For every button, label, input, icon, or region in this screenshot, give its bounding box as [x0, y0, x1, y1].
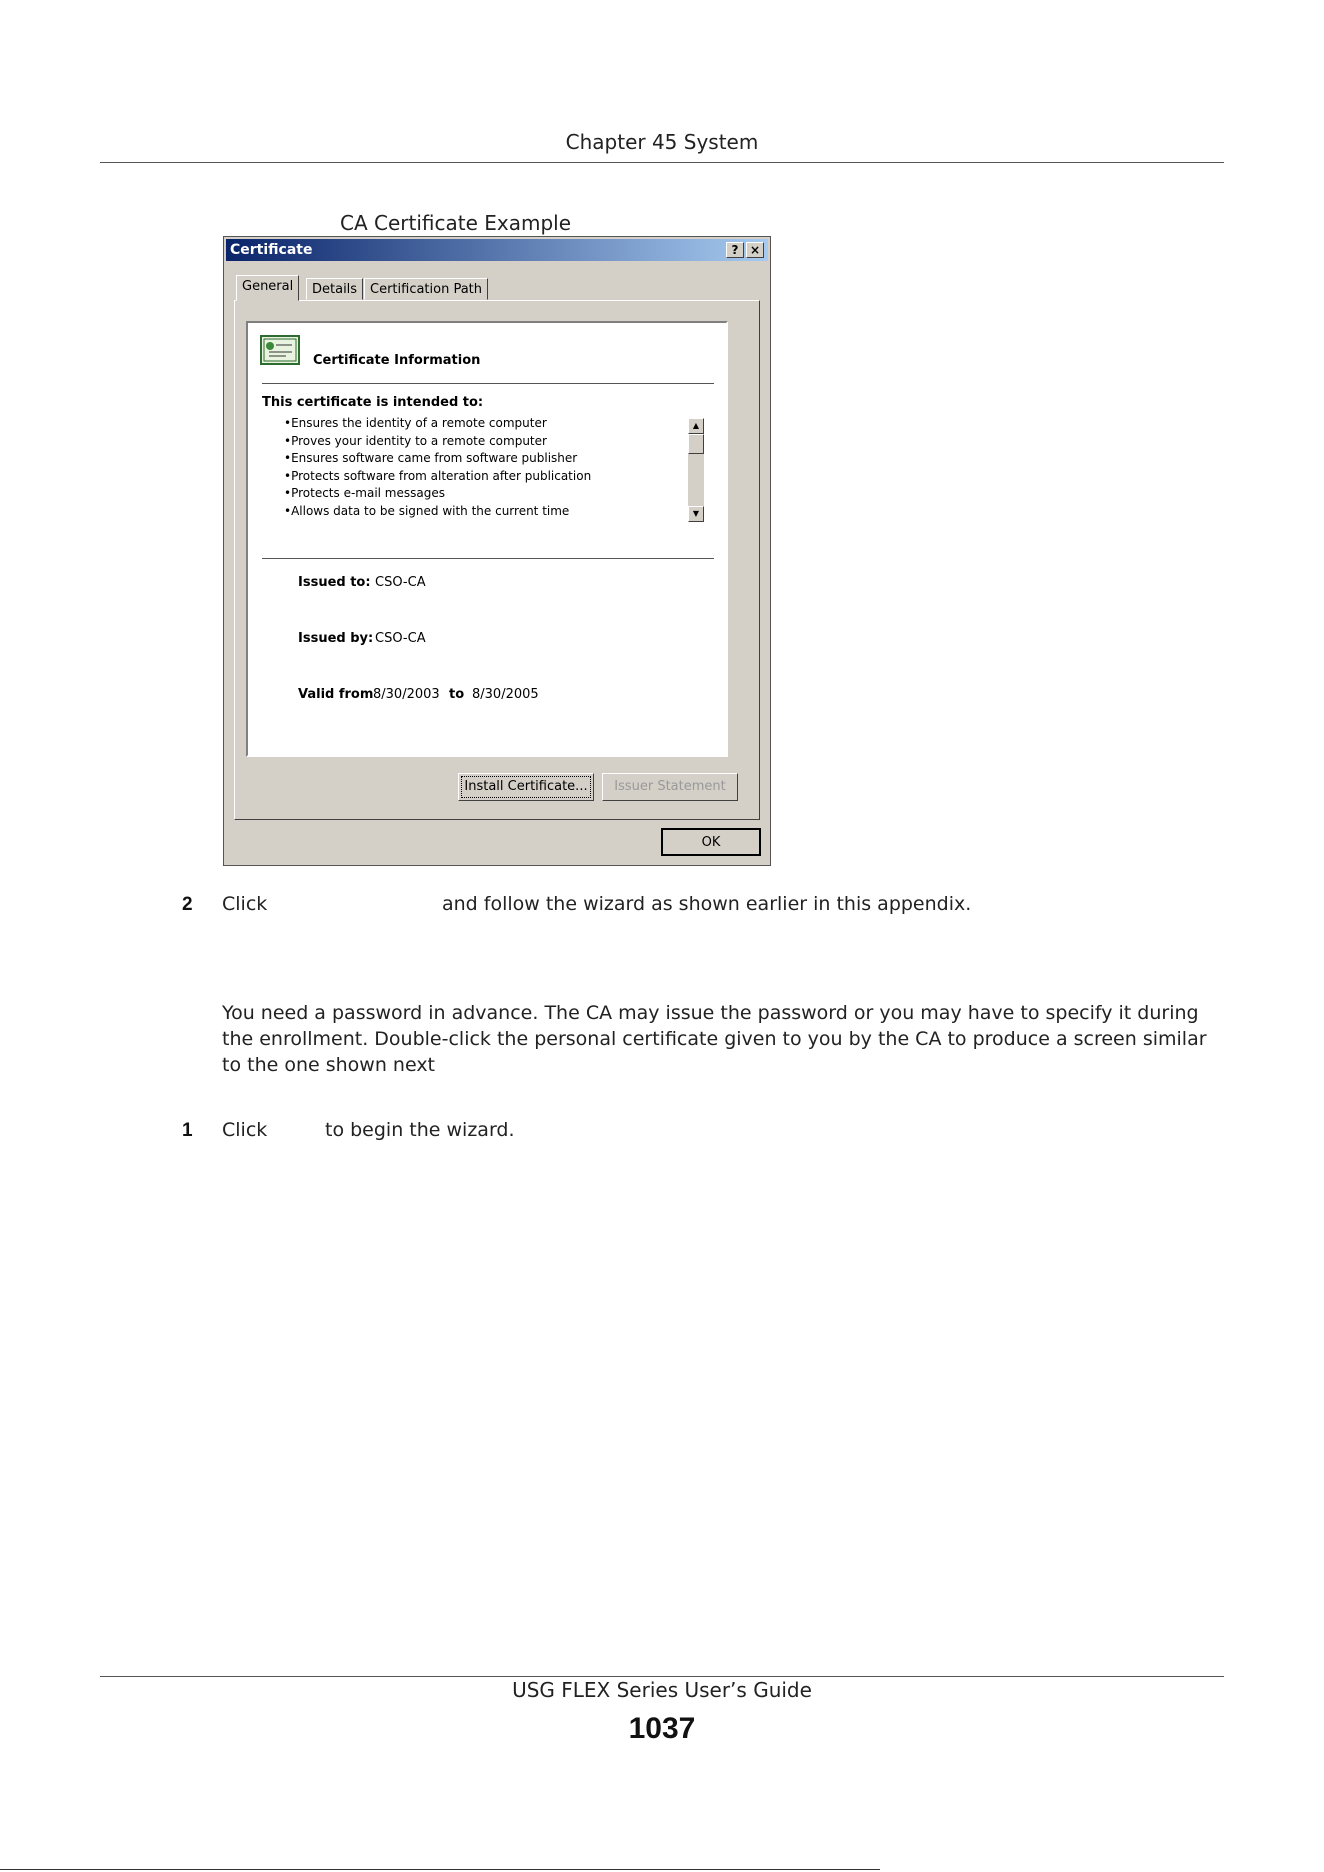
tab-details[interactable]: Details	[306, 278, 363, 300]
valid-to-value: 8/30/2005	[472, 687, 539, 702]
step-text: and follow the wizard as shown earlier in this appendix.	[442, 893, 972, 915]
issuer-statement-button[interactable]: Issuer Statement	[602, 773, 738, 801]
issued-to-value: CSO-CA	[375, 575, 426, 590]
purpose-item: •Protects software from alteration after publication	[284, 468, 592, 483]
issued-to-label: Issued to:	[298, 575, 371, 590]
close-button[interactable]: ×	[746, 242, 764, 258]
scroll-thumb[interactable]	[688, 434, 704, 454]
step-text: to begin the wizard.	[325, 1119, 515, 1141]
step-number: 2	[182, 894, 193, 915]
figure-caption: CA Certificate Example	[340, 211, 572, 235]
install-certificate-button[interactable]: Install Certificate...	[458, 773, 594, 801]
issued-by-label: Issued by:	[298, 631, 374, 646]
paragraph-line: the enrollment. Double-click the personal certificate given to you by the CA to produce a screen similar	[222, 1028, 1207, 1050]
step-number: 1	[182, 1120, 193, 1141]
tab-general[interactable]: General	[236, 275, 299, 301]
header-rule	[100, 162, 1224, 163]
help-button[interactable]: ?	[726, 242, 744, 258]
ok-button[interactable]: OK	[661, 828, 761, 856]
dialog-title: Certificate	[230, 242, 313, 258]
scroll-up-button[interactable]: ▲	[688, 418, 704, 434]
page-number: 1037	[628, 1712, 696, 1745]
purpose-item: •Proves your identity to a remote computer	[284, 433, 547, 448]
scroll-down-button[interactable]: ▼	[688, 506, 704, 522]
certificate-dialog	[223, 236, 771, 866]
paragraph-line: You need a password in advance. The CA may issue the password or you may have to specify it during	[222, 1002, 1199, 1024]
purpose-item: •Ensures software came from software publisher	[284, 451, 578, 465]
step-click-label: Click	[222, 1119, 268, 1141]
tab-certification-path[interactable]: Certification Path	[364, 278, 488, 300]
intended-heading: This certificate is intended to:	[262, 395, 484, 410]
bottom-edge-rule	[0, 1869, 880, 1870]
paragraph-line: to the one shown next	[222, 1054, 436, 1076]
certificate-info-title: Certificate Information	[313, 353, 481, 368]
purpose-item: •Protects e-mail messages	[284, 486, 445, 500]
guide-title: USG FLEX Series User’s Guide	[512, 1678, 812, 1702]
divider	[262, 383, 714, 384]
certificate-info-panel	[246, 321, 728, 757]
step-click-label: Click	[222, 893, 268, 915]
valid-from-value: 8/30/2003	[373, 687, 440, 702]
footer-rule	[100, 1676, 1224, 1677]
purpose-scrollbar[interactable]	[688, 418, 704, 522]
divider	[262, 558, 714, 559]
purpose-item: •Allows data to be signed with the current time	[284, 503, 570, 518]
purpose-item: •Ensures the identity of a remote computer	[284, 416, 547, 430]
valid-to-label: to	[449, 687, 465, 702]
issued-by-value: CSO-CA	[375, 631, 426, 646]
chapter-header: Chapter 45 System	[565, 130, 759, 154]
valid-from-label: Valid from	[298, 687, 374, 702]
certificate-icon	[260, 335, 300, 365]
dialog-titlebar	[226, 239, 768, 261]
